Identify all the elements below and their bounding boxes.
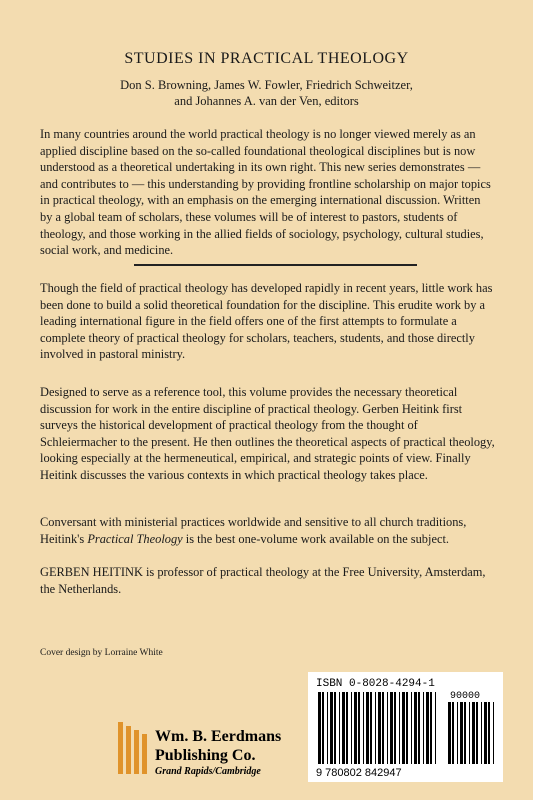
column-logo-icon (118, 722, 147, 774)
publisher-location: Grand Rapids/Cambridge (155, 766, 261, 777)
publisher-logo (118, 718, 318, 778)
editors-line-1: Don S. Browning, James W. Fowler, Friedrich Schweitzer, (120, 78, 413, 92)
ean-number: 9 780802 842947 (316, 767, 402, 779)
series-title: STUDIES IN PRACTICAL THEOLOGY (124, 50, 409, 67)
series-description: In many countries around the world practical theology is no longer viewed merely as an applied discipline based on the so-called foundational theological disciplines but is now understood as a theoretical undertaking in its own right. This new series demonstrates — and contributes to — this understanding by providing frontline scholarship on major topics in practical theology, with an emphasis on the emerging international discussion. Written by a global team of scholars, these volumes will be of interest to pastors, students of theology, and those working in the allied fields of sociology, psychology, cultural studies, social work, and medicine. (40, 127, 491, 258)
book-description-2: Designed to serve as a reference tool, this volume provides the necessary theoretical discussion for work in the entire discipline of practical theology. Gerben Heitink first surveys the historical development of practical theology from the thought of Schleiermacher to the present. He then outlines the theoretical aspects of practical theology, looking especially at the hermeneutical, empirical, and strategic points of view. Finally Heitink discusses the various contexts in which practical theology takes place. (40, 385, 495, 482)
isbn-text: ISBN 0-8028-4294-1 (316, 678, 435, 690)
price-code: 90000 (450, 691, 481, 702)
publisher-name-line2: Publishing Co. (155, 747, 256, 764)
book-description-1: Though the field of practical theology has developed rapidly in recent years, little work has been done to build a solid theoretical foundation for the discipline. This erudite work by a leading international figure in the field offers one of the first attempts to formulate a complete theory of practical theology for scholars, teachers, students, and those directly involved in pastoral ministry. (40, 281, 493, 362)
editors-line-2: and Johannes A. van der Ven, editors (174, 94, 359, 108)
barcode-graphic (308, 672, 503, 782)
barcode-label (308, 672, 503, 782)
price-addon-bars (448, 702, 494, 764)
divider-rule (134, 264, 417, 266)
author-bio: GERBEN HEITINK is professor of practical theology at the Free University, Amsterdam, the Netherlands. (40, 565, 486, 596)
book-description-3: Conversant with ministerial practices worldwide and sensitive to all church traditions, Heitink's Practical Theology is the best one-volume work available on the subject. (40, 515, 467, 546)
cover-design-credit: Cover design by Lorraine White (40, 648, 163, 658)
ean-barcode-bars (318, 692, 436, 764)
editors-block (0, 77, 533, 109)
publisher-name-line1: Wm. B. Eerdmans (155, 728, 282, 745)
